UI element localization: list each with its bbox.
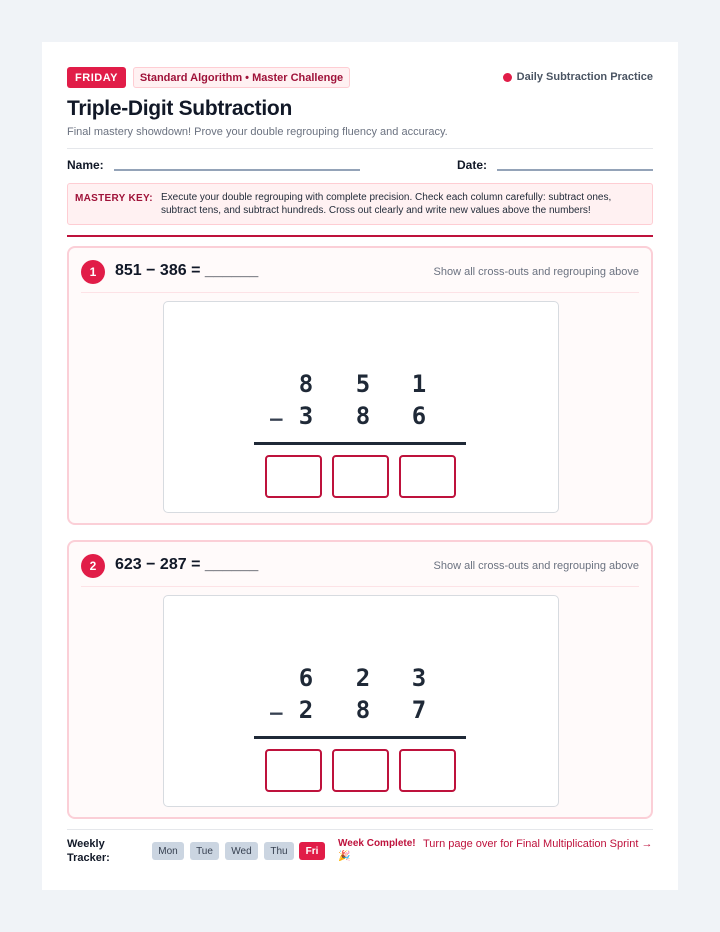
tracker-day-wed: Wed (225, 842, 258, 860)
problem-equation: 623 − 287 = ______ (115, 556, 259, 573)
mastery-key-label: MASTERY KEY: (75, 193, 153, 204)
problem-divider (81, 586, 639, 587)
answer-line (254, 442, 466, 445)
top-digit-hundreds: 8 (298, 370, 314, 398)
minus-sign: − (268, 407, 285, 431)
minus-sign: − (268, 701, 285, 725)
date-field[interactable] (497, 169, 653, 171)
tracker-day-fri: Fri (299, 842, 325, 860)
bottom-digit-ones: 7 (411, 696, 427, 724)
week-complete-note: Week Complete! 🎉 (338, 838, 416, 862)
answer-box-hundreds[interactable] (265, 455, 322, 498)
tracker-day-mon: Mon (152, 842, 184, 860)
section-divider (67, 235, 653, 237)
top-bar (67, 67, 653, 89)
divider (67, 148, 653, 149)
page-title: Triple-Digit Subtraction (67, 97, 292, 120)
top-digit-tens: 5 (355, 370, 371, 398)
answer-box-tens[interactable] (332, 749, 389, 792)
problem-divider (81, 292, 639, 293)
problem-card-2 (67, 540, 653, 819)
weekly-tracker-label: Weekly Tracker: (67, 838, 110, 864)
top-digit-ones: 3 (411, 664, 427, 692)
mastery-key-box (67, 183, 653, 225)
name-label: Name: (67, 158, 104, 172)
problem-equation: 851 − 386 = ______ (115, 262, 259, 279)
bottom-digit-ones: 6 (411, 402, 427, 430)
practice-label-text: Daily Subtraction Practice (516, 71, 653, 83)
problem-number-badge: 1 (81, 260, 105, 284)
red-dot-icon (503, 73, 512, 82)
bottom-digit-tens: 8 (355, 696, 371, 724)
footer-divider (67, 829, 653, 830)
problem-number-badge: 2 (81, 554, 105, 578)
worksheet-page (42, 42, 678, 890)
tracker-day-tue: Tue (190, 842, 219, 860)
answer-line (254, 736, 466, 739)
problem-hint: Show all cross-outs and regrouping above (433, 266, 639, 278)
level-badge: Standard Algorithm • Master Challenge (133, 67, 350, 88)
answer-box-hundreds[interactable] (265, 749, 322, 792)
practice-label (503, 71, 653, 83)
top-digit-ones: 1 (411, 370, 427, 398)
answer-box-tens[interactable] (332, 455, 389, 498)
top-digit-tens: 2 (355, 664, 371, 692)
name-date-row (67, 158, 653, 176)
next-page-note: Turn page over for Final Multiplication Sprint → (423, 838, 653, 850)
bottom-digit-hundreds: 3 (298, 402, 314, 430)
tracker-day-thu: Thu (264, 842, 294, 860)
problem-hint: Show all cross-outs and regrouping above (433, 560, 639, 572)
answer-box-ones[interactable] (399, 749, 456, 792)
mastery-key-text: Execute your double regrouping with complete precision. Check each column carefully: subtract ones, subtract tens, and subtract hundreds. Cross out clearly and write new values above the numbers! (161, 192, 612, 216)
bottom-digit-hundreds: 2 (298, 696, 314, 724)
day-badge: FRIDAY (67, 67, 126, 88)
answer-box-ones[interactable] (399, 455, 456, 498)
date-label: Date: (457, 158, 488, 172)
top-digit-hundreds: 6 (298, 664, 314, 692)
page-subtitle: Final mastery showdown! Prove your double regrouping fluency and accuracy. (67, 126, 448, 138)
work-area[interactable] (163, 301, 559, 513)
name-field[interactable] (114, 169, 360, 171)
bottom-digit-tens: 8 (355, 402, 371, 430)
problem-card-1 (67, 246, 653, 525)
work-area[interactable] (163, 595, 559, 807)
